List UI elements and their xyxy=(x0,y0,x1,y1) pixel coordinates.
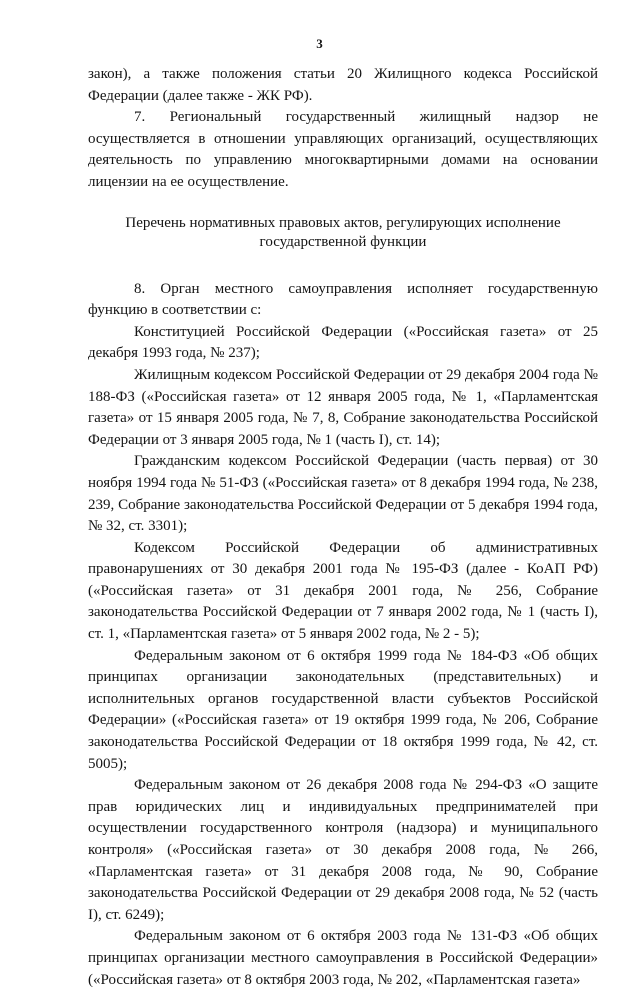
section-heading: Перечень нормативных правовых актов, регулирующих исполнение государственной функции xyxy=(125,214,561,250)
law-item-fz-131: Федеральным законом от 6 октября 2003 года № 131-ФЗ «Об общих принципах организации местного самоуправления в Российской Федерации» («Российская газета» от 8 октября 2003 года, № 202, «Парламентская газета» xyxy=(88,928,598,988)
law-item-fz-294: Федеральным законом от 26 декабря 2008 года № 294-ФЗ «О защите прав юридических лиц и индивидуальных предпринимателей при осуществлении государственного контроля (надзора) и муниципального контроля» («Российская газета» от 30 декабря 2008 года, № 266, «Парламентская газета» от 31 декабря 2008 года, № 90, Собрание законодательства Российской Федерации от 29 декабря 2008 года, № 52 (часть I), ст. 6249); xyxy=(88,777,598,923)
paragraph-item-8: 8. Орган местного самоуправления исполняет государственную функцию в соответствии с: xyxy=(88,280,598,319)
paragraph-continuation: закон), а также положения статьи 20 Жилищного кодекса Российской Федерации (далее также - ЖК РФ). xyxy=(88,66,598,104)
law-item-civil-code: Гражданским кодексом Российской Федерации (часть первая) от 30 ноября 1994 года № 51-ФЗ («Российская газета» от 8 декабря 1994 года, № 238, 239, Собрание законодательства Российской Федерации от 5 декабря 1994 года, № 32, ст. 3301); xyxy=(88,453,598,535)
law-item-constitution: Конституцией Российской Федерации («Российская газета» от 25 декабря 1993 года, № 237); xyxy=(88,323,598,362)
document-body xyxy=(88,64,598,991)
page-number: 3 xyxy=(316,36,323,51)
law-item-koap: Кодексом Российской Федерации об административных правонарушениях от 30 декабря 2001 года № 195-ФЗ (далее - КоАП РФ) («Российская газета» от 31 декабря 2001 года, № 256, Собрание законодательства Российской Федерации от 7 января 2002 года, № 1 (часть I), ст. 1, «Парламентская газета» от 5 января 2002 года, № 2 - 5); xyxy=(88,539,598,643)
law-item-fz-184: Федеральным законом от 6 октября 1999 года № 184-ФЗ «Об общих принципах организации законодательных (представительных) и исполнительных органов государственной власти субъектов Российской Федерации» («Российская газета» от 19 октября 1999 года, № 206, Собрание законодательства Российской Федерации от 18 октября 1999 года, № 42, ст. 5005); xyxy=(88,647,598,772)
paragraph-item-7: 7. Региональный государственный жилищный надзор не осуществляется в отношении управляющих организаций, осуществляющих деятельность по управлению многоквартирными домами на основании лицензии на ее осуществление. xyxy=(88,109,598,190)
law-item-housing-code: Жилищным кодексом Российской Федерации от 29 декабря 2004 года № 188-ФЗ («Российская газета» от 12 января 2005 года, № 1, «Парламентская газета» от 15 января 2005 года, № 7, 8, Собрание законодательства Российской Федерации от 3 января 2005 года, № 1 (часть I), ст. 14); xyxy=(88,366,598,448)
